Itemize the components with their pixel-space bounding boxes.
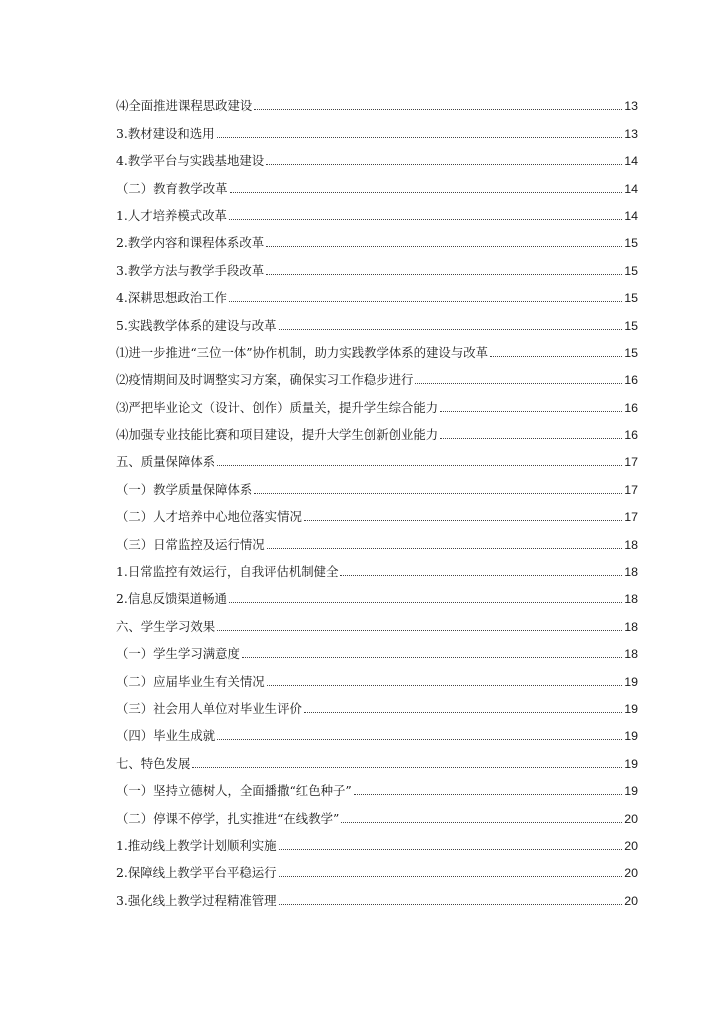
toc-entry-page-number: 15 (624, 291, 638, 306)
toc-entry-page-number: 17 (624, 510, 638, 525)
toc-entry-page-number: 18 (624, 592, 638, 607)
toc-entry-title: 3.教材建设和选用 (116, 125, 215, 141)
toc-entry[interactable] (116, 251, 638, 278)
toc-dot-leader (266, 164, 622, 165)
toc-entry[interactable] (116, 799, 638, 826)
toc-entry-title: （二）应届毕业生有关情况 (116, 673, 265, 689)
toc-entry[interactable] (116, 690, 638, 717)
toc-entry-page-number: 13 (624, 99, 638, 114)
toc-dot-leader (266, 246, 622, 247)
toc-entry-page-number: 17 (624, 482, 638, 497)
toc-entry[interactable] (116, 717, 638, 744)
toc-dot-leader (192, 767, 622, 768)
toc-entry[interactable] (116, 169, 638, 196)
toc-dot-leader (242, 657, 622, 658)
toc-entry-title: ⑷加强专业技能比赛和项目建设，提升大学生创新创业能力 (116, 427, 439, 443)
toc-entry-title: 1.人才培养模式改革 (116, 207, 227, 223)
toc-entry-title: 五、质量保障体系 (116, 454, 216, 470)
table-of-contents (116, 87, 638, 909)
toc-entry-page-number: 15 (624, 236, 638, 251)
toc-entry[interactable] (116, 224, 638, 251)
toc-dot-leader (217, 137, 623, 138)
toc-dot-leader (217, 630, 622, 631)
toc-entry-title: 七、特色发展 (116, 755, 191, 771)
toc-entry[interactable] (116, 635, 638, 662)
toc-entry-title: （一）学生学习满意度 (116, 646, 240, 662)
toc-entry[interactable] (116, 553, 638, 580)
toc-dot-leader (217, 465, 622, 466)
toc-entry-title: （二）停课不停学，扎实推进“在线教学” (116, 810, 340, 826)
toc-dot-leader (304, 520, 622, 521)
toc-entry-page-number: 18 (624, 537, 638, 552)
toc-dot-leader (267, 548, 623, 549)
toc-dot-leader (229, 602, 622, 603)
toc-entry-title: （三）日常监控及运行情况 (116, 536, 265, 552)
toc-entry[interactable] (116, 142, 638, 169)
toc-entry-page-number: 14 (624, 181, 638, 196)
toc-entry-page-number: 20 (624, 866, 638, 881)
toc-dot-leader (229, 219, 622, 220)
toc-entry-title: ⑶严把毕业论文（设计、创作）质量关，提升学生综合能力 (116, 399, 439, 415)
toc-entry[interactable] (116, 525, 638, 552)
toc-entry-page-number: 19 (624, 756, 638, 771)
toc-entry-title: 六、学生学习效果 (116, 618, 216, 634)
toc-dot-leader (266, 274, 622, 275)
toc-entry-page-number: 18 (624, 647, 638, 662)
toc-entry-title: （一）教学质量保障体系 (116, 481, 253, 497)
toc-entry[interactable] (116, 772, 638, 799)
toc-entry-page-number: 19 (624, 784, 638, 799)
toc-dot-leader (415, 383, 622, 384)
toc-entry-page-number: 16 (624, 373, 638, 388)
toc-entry-title: 4.深耕思想政治工作 (116, 290, 227, 306)
toc-entry-page-number: 18 (624, 565, 638, 580)
toc-dot-leader (304, 712, 622, 713)
toc-entry[interactable] (116, 114, 638, 141)
toc-entry-page-number: 19 (624, 729, 638, 744)
toc-dot-leader (440, 438, 622, 439)
toc-dot-leader (341, 822, 622, 823)
toc-entry[interactable] (116, 607, 638, 634)
toc-entry-page-number: 16 (624, 428, 638, 443)
toc-entry[interactable] (116, 388, 638, 415)
toc-dot-leader (440, 411, 622, 412)
toc-entry-page-number: 19 (624, 701, 638, 716)
toc-entry-page-number: 15 (624, 263, 638, 278)
toc-entry-title: （二）人才培养中心地位落实情况 (116, 509, 302, 525)
toc-entry[interactable] (116, 361, 638, 388)
toc-entry-page-number: 20 (624, 838, 638, 853)
toc-entry-page-number: 16 (624, 400, 638, 415)
toc-dot-leader (279, 876, 623, 877)
toc-dot-leader (279, 329, 623, 330)
toc-entry[interactable] (116, 580, 638, 607)
toc-entry-page-number: 13 (624, 126, 638, 141)
toc-entry-title: 1.推动线上教学计划顺利实施 (116, 837, 277, 853)
toc-entry[interactable] (116, 827, 638, 854)
toc-entry-page-number: 18 (624, 619, 638, 634)
toc-entry-title: 2.保障线上教学平台平稳运行 (116, 865, 277, 881)
toc-entry-title: ⑷全面推进课程思政建设 (116, 98, 253, 114)
toc-entry-title: 2.教学内容和课程体系改革 (116, 235, 265, 251)
toc-dot-leader (229, 301, 622, 302)
toc-entry[interactable] (116, 87, 638, 114)
toc-entry-title: （一）坚持立德树人，全面播撒“红色种子” (116, 783, 352, 799)
toc-entry-page-number: 15 (624, 318, 638, 333)
toc-entry-title: 4.教学平台与实践基地建设 (116, 153, 265, 169)
toc-entry[interactable] (116, 306, 638, 333)
toc-entry-page-number: 17 (624, 455, 638, 470)
toc-dot-leader (354, 794, 623, 795)
toc-dot-leader (279, 904, 623, 905)
toc-entry-title: ⑵疫情期间及时调整实习方案，确保实习工作稳步进行 (116, 372, 414, 388)
toc-entry-title: （二）教育教学改革 (116, 180, 228, 196)
toc-entry-page-number: 20 (624, 893, 638, 908)
toc-entry-page-number: 15 (624, 345, 638, 360)
toc-entry[interactable] (116, 498, 638, 525)
toc-entry-title: （四）毕业生成就 (116, 728, 216, 744)
toc-entry-page-number: 19 (624, 674, 638, 689)
toc-dot-leader (267, 685, 623, 686)
toc-entry-page-number: 14 (624, 208, 638, 223)
toc-entry[interactable] (116, 854, 638, 881)
toc-dot-leader (230, 192, 623, 193)
toc-dot-leader (279, 849, 623, 850)
toc-dot-leader (217, 739, 622, 740)
toc-dot-leader (254, 493, 622, 494)
toc-entry[interactable] (116, 197, 638, 224)
toc-entry-page-number: 14 (624, 154, 638, 169)
toc-entry-title: 1.日常监控有效运行，自我评估机制健全 (116, 564, 339, 580)
toc-entry[interactable] (116, 443, 638, 470)
toc-dot-leader (490, 356, 622, 357)
toc-entry-title: （三）社会用人单位对毕业生评价 (116, 700, 302, 716)
toc-entry[interactable] (116, 334, 638, 361)
toc-dot-leader (254, 109, 622, 110)
toc-entry-title: 3.教学方法与教学手段改革 (116, 262, 265, 278)
toc-entry[interactable] (116, 744, 638, 771)
toc-entry[interactable] (116, 279, 638, 306)
toc-entry-title: ⑴进一步推进“三位一体”协作机制，助力实践教学体系的建设与改革 (116, 344, 488, 360)
toc-entry-title: 3.强化线上教学过程精准管理 (116, 892, 277, 908)
toc-entry[interactable] (116, 662, 638, 689)
toc-entry[interactable] (116, 416, 638, 443)
toc-entry[interactable] (116, 470, 638, 497)
toc-entry-page-number: 20 (624, 811, 638, 826)
toc-dot-leader (340, 575, 622, 576)
toc-entry[interactable] (116, 881, 638, 908)
toc-entry-title: 2.信息反馈渠道畅通 (116, 591, 227, 607)
toc-entry-title: 5.实践教学体系的建设与改革 (116, 317, 277, 333)
